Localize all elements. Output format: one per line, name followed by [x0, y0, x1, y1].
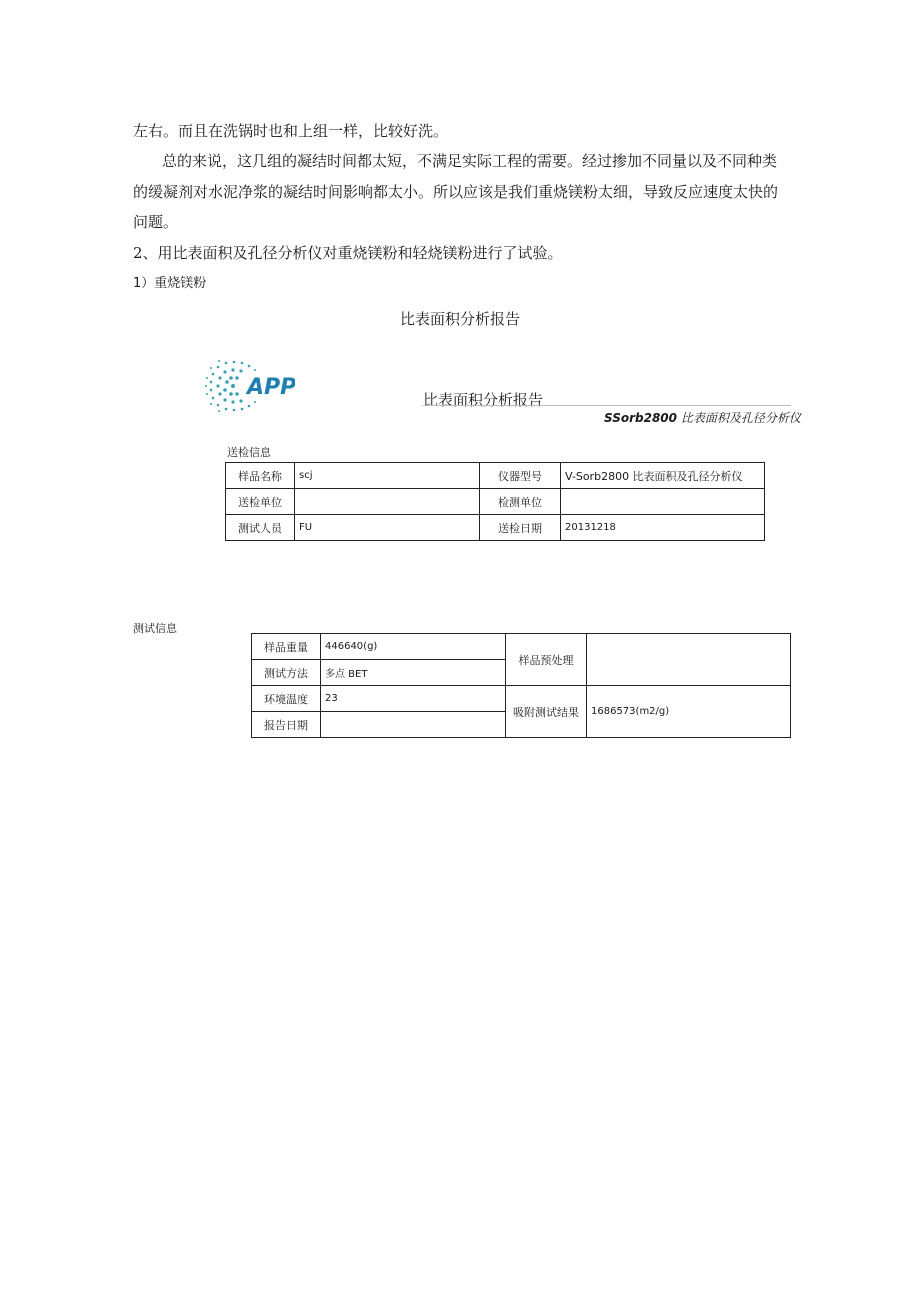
test-info-table [251, 633, 791, 738]
sample-name-value: scj [295, 463, 480, 489]
app-logo [203, 356, 295, 416]
testing-unit-label: 检测单位 [480, 489, 561, 515]
testing-unit-value [561, 489, 765, 515]
ambient-temp-label: 环境温度 [252, 686, 321, 712]
paragraph-line-6: 1）重烧镁粉 [133, 276, 207, 291]
header-subtitle [604, 409, 801, 426]
submission-date-value: 20131218 [561, 515, 765, 541]
pretreatment-value [587, 634, 791, 686]
test-info-label: 测试信息 [133, 622, 177, 635]
instrument-model-value: V-Sorb2800 比表面积及孔径分析仪 [561, 463, 765, 489]
ambient-temp-value: 23 [321, 686, 506, 712]
paragraph-line-2: 总的来说，这几组的凝结时间都太短，不满足实际工程的需要。经过掺加不同量以及不同种类 [162, 152, 778, 170]
adsorption-result-value: 1686573(m2/g) [587, 686, 791, 738]
sample-name-label: 样品名称 [226, 463, 295, 489]
sample-weight-value: 446640(g) [321, 634, 506, 660]
sample-weight-label: 样品重量 [252, 634, 321, 660]
submitting-unit-label: 送检单位 [226, 489, 295, 515]
submitting-unit-value [295, 489, 480, 515]
header-title: 比表面积分析报告 [423, 391, 544, 409]
adsorption-result-label: 吸附测试结果 [506, 686, 587, 738]
pretreatment-label: 样品预处理 [506, 634, 587, 686]
paragraph-line-5: 2、用比表面积及孔径分析仪对重烧镁粉和轻烧镁粉进行了试验。 [133, 244, 563, 262]
instrument-description: 比表面积及孔径分析仪 [680, 411, 801, 425]
table-row [226, 489, 765, 515]
test-method-label: 测试方法 [252, 660, 321, 686]
submission-date-label: 送检日期 [480, 515, 561, 541]
submission-info-label: 送检信息 [227, 446, 271, 459]
paragraph-line-4: 问题。 [133, 213, 179, 231]
test-method-value: 多点 BET [321, 660, 506, 686]
paragraph-line-3: 的缓凝剂对水泥净浆的凝结时间影响都太小。所以应该是我们重烧镁粉太细，导致反应速度太快的 [133, 183, 779, 201]
report-date-value [321, 712, 506, 738]
report-title: 比表面积分析报告 [399, 310, 520, 328]
table-row [226, 515, 765, 541]
submission-info-table [225, 462, 765, 541]
tester-label: 测试人员 [226, 515, 295, 541]
tester-value: FU [295, 515, 480, 541]
paragraph-line-1: 左右。而且在洗锅时也和上组一样，比较好洗。 [133, 122, 449, 140]
table-row [226, 463, 765, 489]
header-rule [423, 405, 791, 406]
table-row [252, 634, 791, 660]
instrument-model: SSorb2800 [604, 411, 678, 425]
instrument-model-label: 仪器型号 [480, 463, 561, 489]
table-row [252, 686, 791, 712]
report-date-label: 报告日期 [252, 712, 321, 738]
logo-text: APP [247, 375, 295, 400]
